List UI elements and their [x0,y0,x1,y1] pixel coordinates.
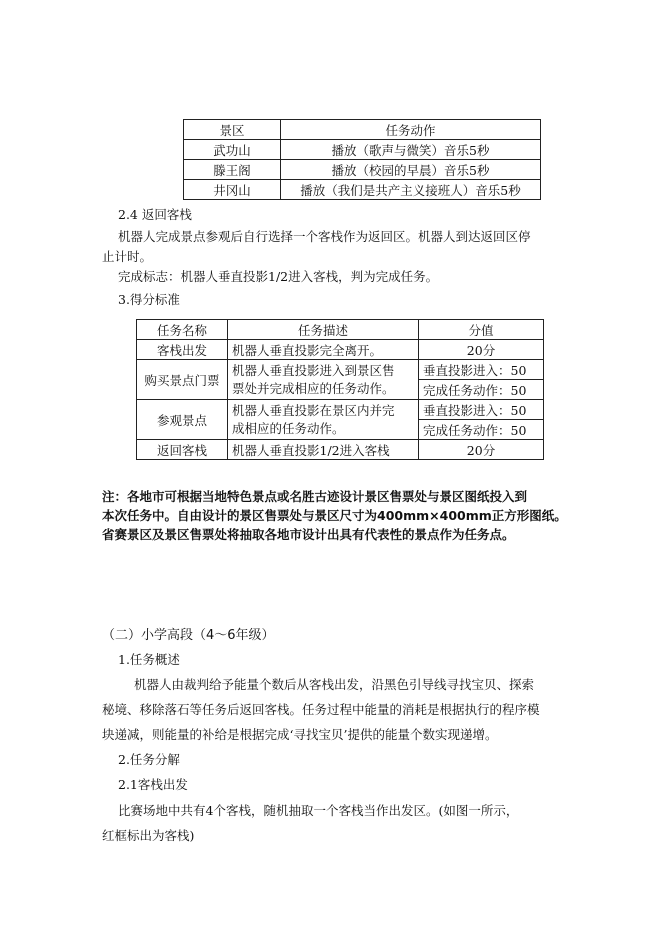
table-cell: 返回客栈 [137,440,228,460]
section-heading: 1.任务概述 [118,652,180,667]
paragraph-line: 红框标出为客栈) [102,828,195,843]
table-cell: 武功山 [184,140,281,160]
paragraph-line: 止计时。 [102,249,153,264]
table-cell: 垂直投影进入：50 [419,400,544,420]
table-header-row [184,120,541,140]
table-cell: 垂直投影进入：50 [419,360,544,380]
table-header: 任务描述 [228,320,419,340]
table-cell [228,360,419,400]
section-heading: 2.1客栈出发 [118,777,188,792]
table-header: 任务动作 [281,120,541,140]
cell-line: 机器人垂直投影在景区内并完 [232,402,395,418]
table-cell: 完成任务动作：50 [419,420,544,440]
cell-line: 票处并完成相应的任务动作。 [232,380,395,396]
table-cell: 播放（歌声与微笑）音乐5秒 [281,140,541,160]
paragraph-line: 完成标志：机器人垂直投影1/2进入客栈，判为完成任务。 [118,269,439,284]
paragraph-line: 比赛场地中共有4个客栈，随机抽取一个客栈当作出发区。(如图一所示， [118,803,519,818]
note-line: 本次任务中。自由设计的景区售票处与景区尺寸为400mm×400mm正方形图纸。 [102,508,567,523]
table-cell: 20分 [419,340,544,360]
table-cell: 20分 [419,440,544,460]
table-header-row [137,320,544,340]
table-cell: 机器人垂直投影完全离开。 [228,340,419,360]
table-cell [228,400,419,440]
table-row [137,400,544,420]
cell-line: 成相应的任务动作。 [232,420,345,436]
section-heading: 2.任务分解 [118,752,180,767]
table-header: 任务名称 [137,320,228,340]
paragraph-line: 秘境、移除落石等任务后返回客栈。任务过程中能量的消耗是根据执行的程序模 [102,702,540,717]
scenic-actions-table [183,119,541,200]
table-row [137,440,544,460]
note-line: 注：各地市可根据当地特色景点或名胜古迹设计景区售票处与景区图纸投入到 [102,489,528,504]
table-row [137,340,544,360]
table-cell: 完成任务动作：50 [419,380,544,400]
note-line: 省赛景区及景区售票处将抽取各地市设计出具有代表性的景点作为任务点。 [102,527,515,542]
cell-line: 机器人垂直投影进入到景区售 [232,362,395,378]
paragraph-line: 块递减，则能量的补给是根据完成‘寻找宝贝’提供的能量个数实现递增。 [102,727,498,742]
table-row [184,140,541,160]
part-heading: （二）小学高段（4～6年级） [102,628,275,643]
table-row [137,360,544,380]
paragraph-line: 机器人由裁判给予能量个数后从客栈出发，沿黑色引导线寻找宝贝、探索 [134,677,535,692]
paragraph-line: 机器人完成景点参观后自行选择一个客栈作为返回区。机器人到达返回区停 [118,229,531,244]
scoring-table [136,319,544,460]
section-heading: 3.得分标准 [118,292,180,307]
table-cell: 客栈出发 [137,340,228,360]
table-row [184,180,541,200]
table-cell: 购买景点门票 [137,360,228,400]
table-cell: 参观景点 [137,400,228,440]
table-cell: 滕王阁 [184,160,281,180]
table-row [184,160,541,180]
section-heading: 2.4 返回客栈 [118,207,192,222]
table-cell: 机器人垂直投影1/2进入客栈 [228,440,419,460]
table-cell: 井冈山 [184,180,281,200]
table-header: 分值 [419,320,544,340]
table-cell: 播放（校园的早晨）音乐5秒 [281,160,541,180]
table-cell: 播放（我们是共产主义接班人）音乐5秒 [281,180,541,200]
table-header: 景区 [184,120,281,140]
